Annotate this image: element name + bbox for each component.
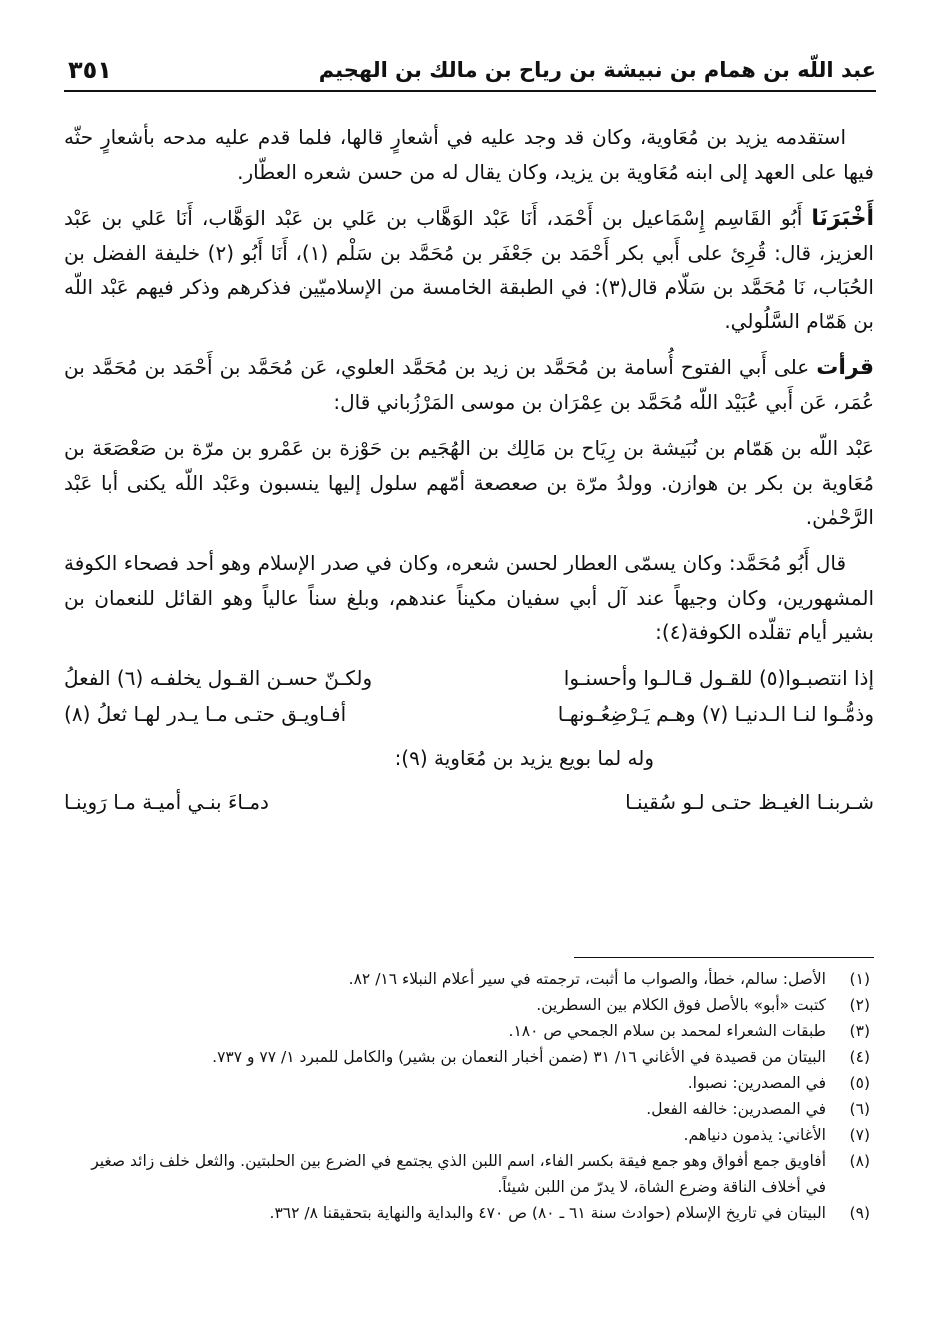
footnote-separator [574,957,874,958]
paragraph-text: قال أَبُو مُحَمَّد: وكان يسمّى العطار لحسن شعره، وكان في صدر الإسلام وهو أحد فصحاء الكوفة المشهورين، وكان وجيهاً عند آل أبي سفيان مكيناً عندهم، وبلغ سناً عالياً وهو القائل للنعمان بن بشير أيام تقلّده الكوفة(٤): [64,551,874,644]
paragraph-lead: أَخْبَرَنَا [811,206,874,231]
paragraph-lead: قرأت [816,355,874,380]
paragraph-text: أَبُو القَاسِم إِسْمَاعيل بن أَحْمَد، أَنَا عَبْد الوَهَّاب بن عَلي بن عَبْد الوَهَّاب، أَنَا عَلي بن عَبْد العزيز، قال: قُرِئ على أَبي بكر أَحْمَد بن جَعْفَر بن مُحَمَّد بن سَلْم (١)، أَنَا أَبُو (٢) خليفة الفضل بن الحُبَاب، نَا مُحَمَّد بن سَلّام قال(٣): في الطبقة الخامسة من الإسلاميّين فذكرهم وذكر فيهم عَبْد اللّه بن هَمّام السَّلُولي. [64,206,874,333]
poem-verses-1 [64,661,874,733]
paragraph-4 [64,431,874,534]
poem-verses-2 [64,785,874,821]
footnote-number: (٩) [849,1204,870,1222]
verse-intro-line: وله لما بويع يزيد بن مُعَاوية (٩): [394,746,654,770]
paragraph-1 [64,120,874,189]
verse-first-hemistich: شـربنـا الغيـظ حتـى لـو سُقينـا [625,790,874,814]
paragraph-5 [64,546,874,649]
footnote-text: البيتان من قصيدة في الأغاني ١٦/ ٣١ (ضمن أخبار النعمان بن بشير) والكامل للمبرد ١/ ٧٧ و ٧٣٧. [212,1048,826,1066]
paragraph-text: على أَبي الفتوح أُسامة بن مُحَمَّد بن زيد بن مُحَمَّد العلوي، عَن مُحَمَّد بن أَحْمَد بن مُحَمَّد بن عُمَر، عَن أَبي عُبَيْد اللّه مُحَمَّد بن عِمْرَان بن موسى المَرْزُباني قال: [64,355,874,414]
verse-first-hemistich: وذمُّـوا لنـا الـدنيـا (٧) وهـم يَـرْضِعُـونهـا [557,702,874,726]
footnote-number: (٧) [849,1126,870,1144]
verse-second-hemistich: دمـاءَ بنـي أميـة مـا رَوينـا [64,790,269,814]
footnote [70,1122,870,1148]
footnote-number: (٣) [849,1022,870,1040]
running-title: عبد اللّه بن همام بن نبيشة بن رياح بن مالك بن الهجيم [318,58,876,82]
footnote-text: في المصدرين: خالفه الفعل. [646,1100,826,1118]
footnote-text: الأصل: سالم، خطأ، والصواب ما أثبت، ترجمته في سير أعلام النبلاء ١٦/ ٨٢. [348,970,826,988]
footnote-number: (٨) [849,1152,870,1170]
verse-line [64,697,874,733]
verse-second-hemistich: ولكـنّ حسـن القـول يخلفـه (٦) الفعلُ [64,666,373,690]
footnote-text: البيتان في تاريخ الإسلام (حوادث سنة ٦١ ـ ٨٠) ص ٤٧٠ والبداية والنهاية بتحقيقنا ٨/ ٣٦٢. [269,1204,826,1222]
verse-second-hemistich: أفـاويـق حتـى مـا يـدر لهـا ثعلُ (٨) [64,702,347,726]
footnote-text: أفاويق جمع أفواق وهو جمع فيقة بكسر الفاء، اسم اللبن الذي يجتمع في الضرع بين الحلبتين. والثعل خلف زائد صغير في أخلاف الناقة وضرع الشاة، لا يدرّ من اللبن شيئاً. [91,1152,826,1196]
footnote-text: طبقات الشعراء لمحمد بن سلام الجمحي ص ١٨٠. [508,1022,826,1040]
footnote [70,966,870,992]
paragraph-text: استقدمه يزيد بن مُعَاوية، وكان قد وجد عليه في أشعارٍ قالها، فلما قدم عليه مدحه بأشعارٍ حثّه فيها على العهد إلى ابنه مُعَاوية بن يزيد، وكان يقال له من حسن شعره العطّار. [64,125,874,184]
main-text [64,120,874,825]
footnote [70,1148,870,1200]
footnote-text: كتبت «أبو» بالأصل فوق الكلام بين السطرين. [536,996,826,1014]
footnote-number: (٦) [849,1100,870,1118]
paragraph-text: عَبْد اللّه بن هَمّام بن نُبَيشة بن رِيَاح بن مَالِك بن الهُجَيم بن حَوْزة بن عَمْرو بن مرّة بن صَعْصَعَة بن مُعَاوية بن بكر بن هوازن. وولدُ مرّة بن صعصعة أمّهم سلول إليها ينسبون وعَبْد اللّه يكنى أبا عَبْد الرَّحْمٰن. [64,436,874,529]
page-header [64,50,876,92]
footnote [70,1070,870,1096]
footnote [70,1096,870,1122]
footnotes [70,966,870,1226]
footnote [70,1044,870,1070]
verse-line [64,661,874,697]
footnote-number: (١) [849,970,870,988]
verse-first-hemistich: إذا انتصبـوا(٥) للقـول قـالـوا وأحسنـوا [563,666,874,690]
footnote [70,1018,870,1044]
footnote-text: الأغاني: يذمون دنياهم. [683,1126,826,1144]
footnote-number: (٢) [849,996,870,1014]
footnote [70,1200,870,1226]
footnote-number: (٤) [849,1048,870,1066]
footnote-number: (٥) [849,1074,870,1092]
paragraph-3 [64,350,874,419]
verse-line [64,785,874,821]
page-number: ٣٥١ [68,56,112,84]
footnote [70,992,870,1018]
footnote-text: في المصدرين: نصبوا. [687,1074,826,1092]
paragraph-2 [64,201,874,338]
